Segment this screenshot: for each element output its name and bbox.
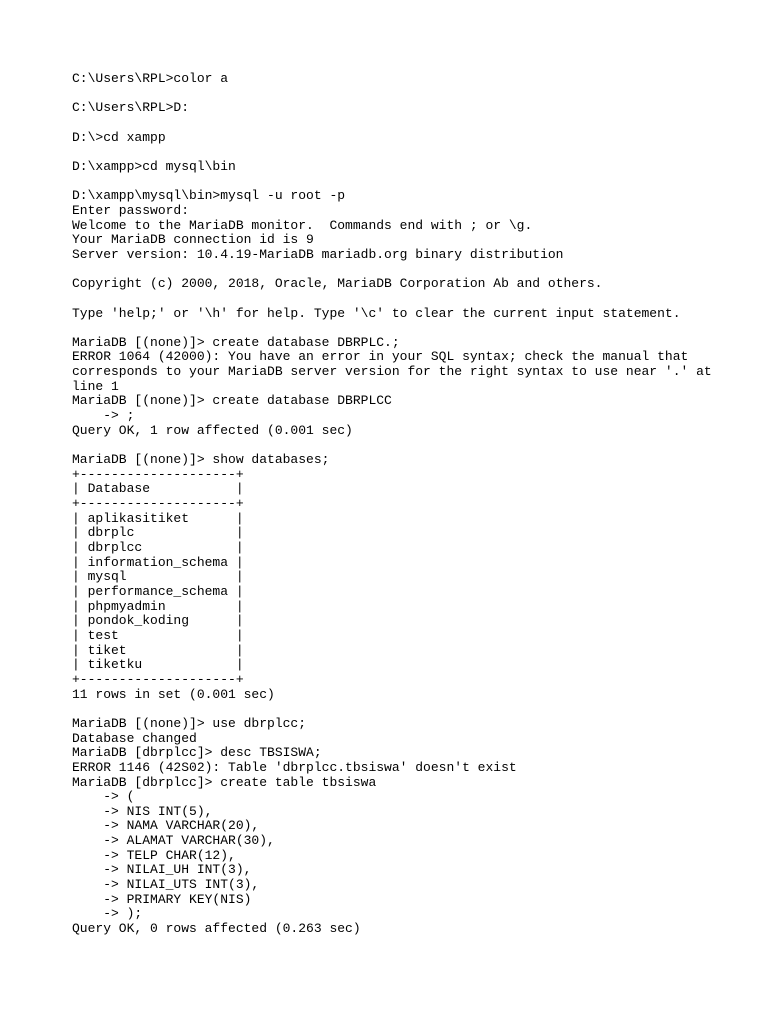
console-line: Server version: 10.4.19-MariaDB mariadb.org binary distribution: [72, 246, 564, 262]
console-line: -> ;: [72, 408, 135, 424]
console-transcript: [72, 72, 752, 937]
console-line: -> NILAI_UH INT(3),: [72, 862, 252, 878]
console-line: | dbrplc |: [72, 525, 244, 541]
console-line: | test |: [72, 627, 244, 643]
console-line: +--------------------+: [72, 496, 244, 512]
console-line: MariaDB [dbrplcc]> desc TBSISWA;: [72, 745, 322, 761]
console-line: | phpmyadmin |: [72, 598, 244, 614]
console-line: MariaDB [dbrplcc]> create table tbsiswa: [72, 774, 377, 790]
console-line: +--------------------+: [72, 466, 244, 482]
console-line: C:\Users\RPL>color a: [72, 71, 229, 86]
console-line: 11 rows in set (0.001 sec): [72, 686, 275, 702]
console-line: Query OK, 0 rows affected (0.263 sec): [72, 921, 361, 937]
console-line: | dbrplcc |: [72, 540, 244, 555]
console-line: corresponds to your MariaDB server version for the right syntax to use near '.' at: [72, 364, 712, 380]
console-line: | pondok_koding |: [72, 613, 244, 629]
console-line: | tiket |: [72, 642, 244, 658]
console-line: | information_schema |: [72, 554, 244, 570]
console-line: -> NAMA VARCHAR(20),: [72, 818, 260, 834]
console-line: -> );: [72, 906, 143, 922]
console-line: | aplikasitiket |: [72, 510, 244, 526]
console-line: -> (: [72, 789, 135, 805]
console-line: -> ALAMAT VARCHAR(30),: [72, 833, 275, 849]
console-line: MariaDB [(none)]> use dbrplcc;: [72, 715, 307, 731]
document-page: [72, 72, 752, 937]
console-line: ERROR 1146 (42S02): Table 'dbrplcc.tbsiswa' doesn't exist: [72, 759, 517, 775]
console-line: -> TELP CHAR(12),: [72, 847, 236, 863]
console-line: Your MariaDB connection id is 9: [72, 232, 314, 248]
console-line: -> NIS INT(5),: [72, 803, 213, 819]
console-line: line 1: [72, 378, 119, 394]
console-line: -> NILAI_UTS INT(3),: [72, 877, 260, 893]
console-line: MariaDB [(none)]> show databases;: [72, 452, 330, 468]
console-line: -> PRIMARY KEY(NIS): [72, 891, 252, 907]
console-line: Type 'help;' or '\h' for help. Type '\c' to clear the current input statement.: [72, 305, 681, 321]
console-line: MariaDB [(none)]> create database DBRPLC.;: [72, 334, 400, 350]
console-line: D:\xampp>cd mysql\bin: [72, 158, 236, 174]
console-line: C:\Users\RPL>D:: [72, 100, 190, 116]
console-line: Database changed: [72, 730, 197, 746]
console-line: ERROR 1064 (42000): You have an error in your SQL syntax; check the manual that: [72, 349, 689, 365]
console-line: D:\>cd xampp: [72, 129, 166, 145]
console-line: D:\xampp\mysql\bin>mysql -u root -p: [72, 188, 346, 204]
console-line: Query OK, 1 row affected (0.001 sec): [72, 422, 353, 438]
console-line: Welcome to the MariaDB monitor. Commands end with ; or \g.: [72, 217, 533, 233]
console-line: +--------------------+: [72, 671, 244, 687]
console-line: MariaDB [(none)]> create database DBRPLCC: [72, 393, 392, 409]
console-line: | mysql |: [72, 569, 244, 585]
console-line: | tiketku |: [72, 657, 244, 673]
console-line: | performance_schema |: [72, 583, 244, 599]
console-line: Copyright (c) 2000, 2018, Oracle, MariaDB Corporation Ab and others.: [72, 276, 603, 292]
console-line: Enter password:: [72, 202, 190, 218]
console-line: | Database |: [72, 481, 244, 497]
